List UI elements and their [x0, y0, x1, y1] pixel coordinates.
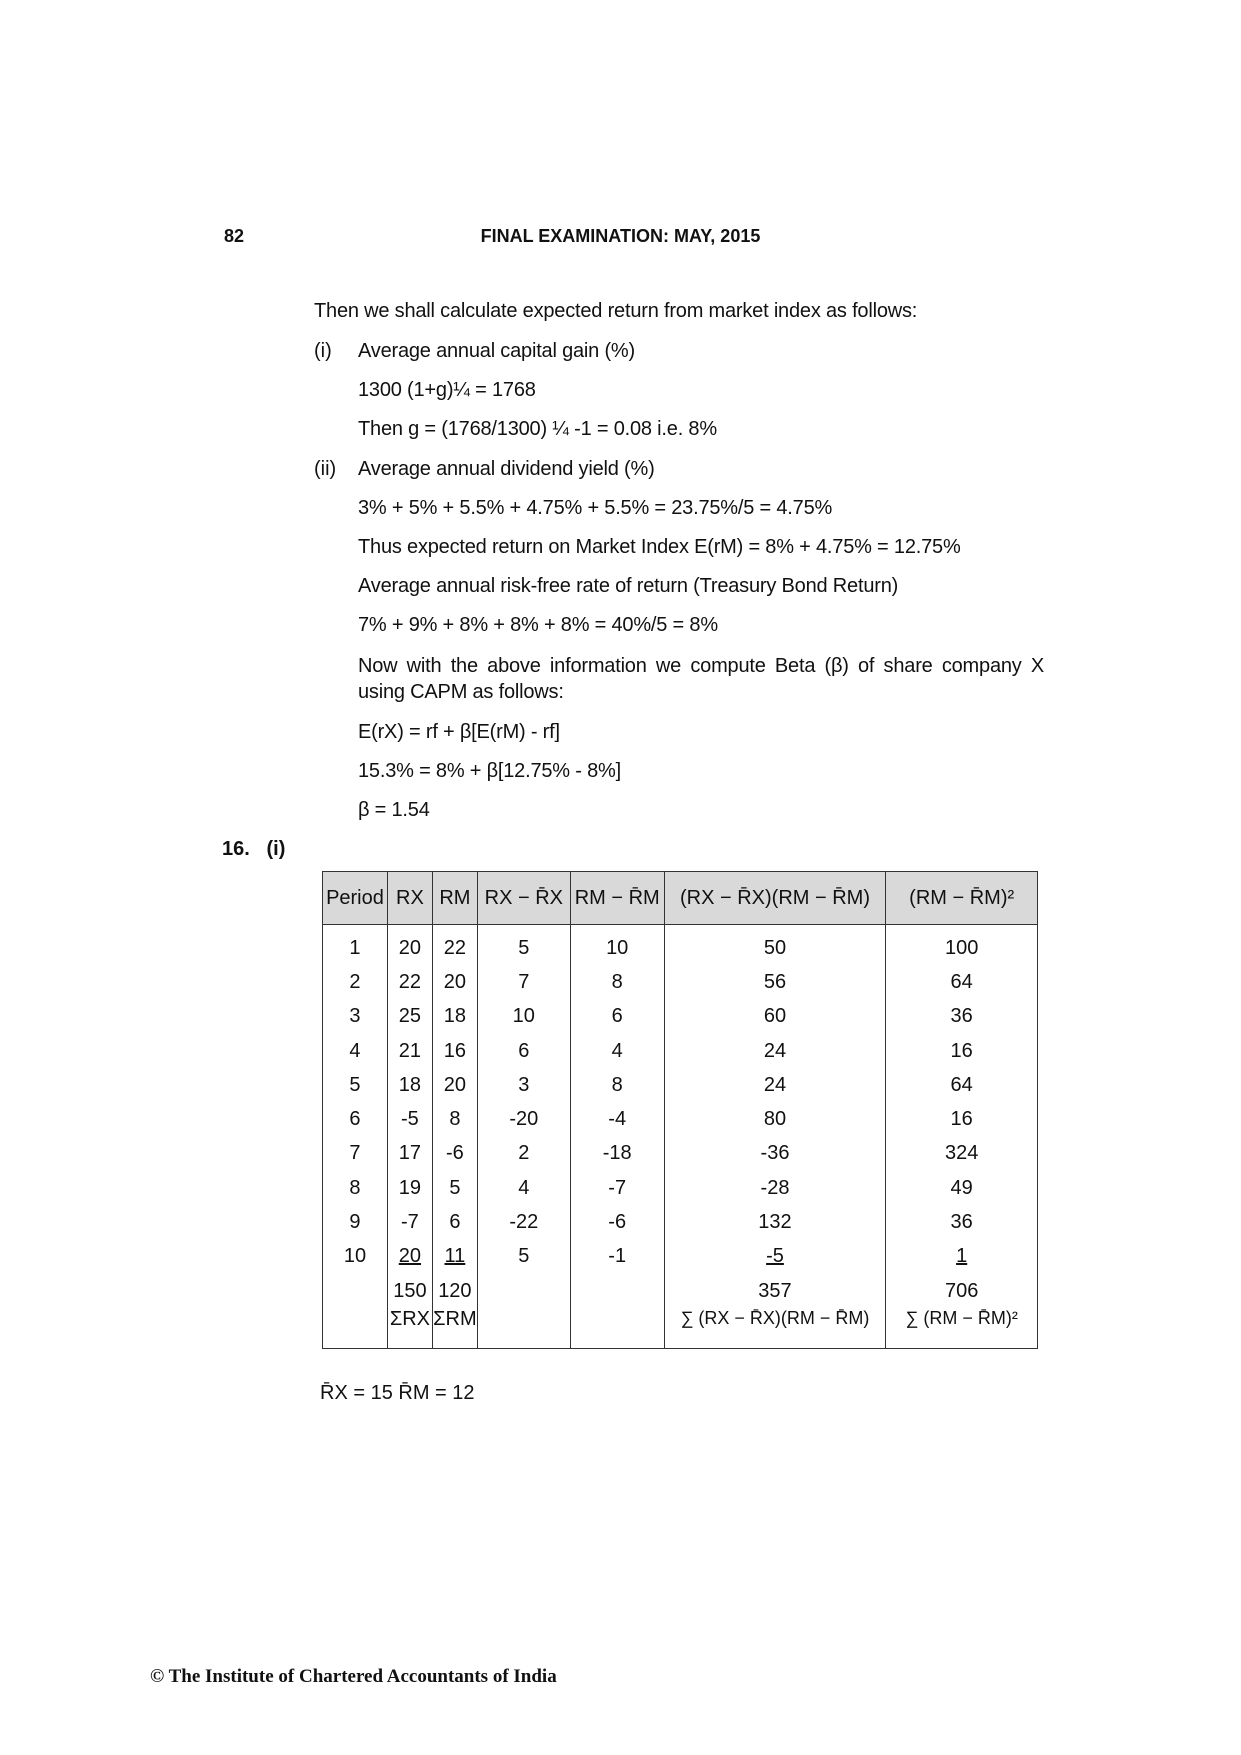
table-row [323, 1240, 1038, 1274]
cell-rx: 18 [387, 1068, 432, 1102]
cell-period: 9 [323, 1205, 388, 1239]
cell-product: -36 [664, 1137, 886, 1171]
cell-squared: 36 [886, 1000, 1038, 1034]
cell-rm: 11 [432, 1240, 477, 1274]
cell-squared: 49 [886, 1171, 1038, 1205]
item-title-dividend-yield: Average annual dividend yield (%) [358, 458, 655, 480]
cell-rm-dev: -6 [570, 1205, 664, 1239]
total-rx: 150 [387, 1274, 432, 1308]
cell-product: 132 [664, 1205, 886, 1239]
table-row [323, 1034, 1038, 1068]
cell-rx-dev: 6 [477, 1034, 570, 1068]
question-part: (i) [266, 838, 286, 860]
cell-period: 4 [323, 1034, 388, 1068]
cell-rm: 18 [432, 1000, 477, 1034]
cell-period: 2 [323, 965, 388, 999]
table-row [323, 1205, 1038, 1239]
cell-period: 7 [323, 1137, 388, 1171]
cell-rm-dev: -1 [570, 1240, 664, 1274]
cell-rm: -6 [432, 1137, 477, 1171]
item-label-i: (i) [314, 340, 332, 362]
cell-rm-dev: -4 [570, 1102, 664, 1136]
cell-rx-dev: 2 [477, 1137, 570, 1171]
cell-rx-dev: 3 [477, 1068, 570, 1102]
question-num: 16. [222, 838, 250, 860]
cell-rx-dev: 5 [477, 1240, 570, 1274]
total-squared: 706 [886, 1274, 1038, 1308]
cell-product: 60 [664, 1000, 886, 1034]
question-number [222, 838, 285, 861]
total-rx-dev [477, 1274, 570, 1308]
beta-calculation-table [322, 871, 1038, 1349]
cell-squared: 16 [886, 1034, 1038, 1068]
table-row [323, 965, 1038, 999]
page-header-title: FINAL EXAMINATION: MAY, 2015 [480, 226, 761, 246]
header-rm-deviation-squared: (RM − R̄M)² [886, 872, 1038, 925]
table-row [323, 925, 1038, 966]
cell-rm-dev: 8 [570, 1068, 664, 1102]
cell-rm-dev: 10 [570, 925, 664, 966]
cell-product: 50 [664, 925, 886, 966]
cell-product: 80 [664, 1102, 886, 1136]
header-rm: RM [432, 872, 477, 925]
cell-period: 6 [323, 1102, 388, 1136]
cell-rx-dev: -22 [477, 1205, 570, 1239]
cell-rm: 6 [432, 1205, 477, 1239]
table-row [323, 1000, 1038, 1034]
sum-label-squared: ∑ (RM − R̄M)² [886, 1308, 1038, 1349]
cell-rm: 22 [432, 925, 477, 966]
cell-product: 56 [664, 965, 886, 999]
cell-rx: 20 [387, 925, 432, 966]
sum-label-rx-dev [477, 1308, 570, 1349]
footer-copyright: © The Institute of Chartered Accountants of India [150, 1666, 557, 1687]
item-label-ii: (ii) [314, 458, 337, 480]
cell-rx: -7 [387, 1205, 432, 1239]
cell-rx: 22 [387, 965, 432, 999]
cell-rm-dev: -18 [570, 1137, 664, 1171]
risk-free-heading: Average annual risk-free rate of return (Treasury Bond Return) [358, 575, 899, 597]
cell-squared: 64 [886, 1068, 1038, 1102]
intro-text: Then we shall calculate expected return from market index as follows: [314, 300, 918, 322]
cell-product: 24 [664, 1068, 886, 1102]
cell-rx: 20 [387, 1240, 432, 1274]
table-totals-row [323, 1274, 1038, 1308]
cell-period: 3 [323, 1000, 388, 1034]
sum-label-rx: ΣRX [387, 1308, 432, 1349]
cell-squared: 64 [886, 965, 1038, 999]
cell-period: 1 [323, 925, 388, 966]
cell-rx-dev: 4 [477, 1171, 570, 1205]
table-row [323, 1068, 1038, 1102]
sum-label-product: ∑ (RX − R̄X)(RM − R̄M) [664, 1308, 886, 1349]
equation-growth: 1300 (1+g)¼ = 1768 [358, 379, 536, 401]
cell-product: -28 [664, 1171, 886, 1205]
capm-paragraph: Now with the above information we compute Beta (β) of share company X using CAPM as follows: [358, 655, 1044, 703]
header-period: Period [323, 872, 388, 925]
cell-rm-dev: 8 [570, 965, 664, 999]
cell-squared: 100 [886, 925, 1038, 966]
header-covariance-product: (RX − R̄X)(RM − R̄M) [664, 872, 886, 925]
header-rx: RX [387, 872, 432, 925]
mean-returns: R̄X = 15 R̄M = 12 [320, 1382, 475, 1404]
total-product: 357 [664, 1274, 886, 1308]
cell-period: 5 [323, 1068, 388, 1102]
cell-product: -5 [664, 1240, 886, 1274]
cell-squared: 1 [886, 1240, 1038, 1274]
cell-squared: 16 [886, 1102, 1038, 1136]
table-header-row [323, 872, 1038, 925]
cell-rx-dev: 7 [477, 965, 570, 999]
total-rm-dev [570, 1274, 664, 1308]
equation-g-result: Then g = (1768/1300) ¼ -1 = 0.08 i.e. 8% [358, 418, 717, 440]
cell-rm: 5 [432, 1171, 477, 1205]
sum-label-rm-dev [570, 1308, 664, 1349]
table-body [323, 925, 1038, 1349]
cell-rm: 20 [432, 1068, 477, 1102]
equation-capm: E(rX) = rf + β[E(rM) - rf] [358, 721, 560, 743]
sum-label-period [323, 1308, 388, 1349]
equation-capm-values: 15.3% = 8% + β[12.75% - 8%] [358, 760, 621, 782]
cell-rx-dev: -20 [477, 1102, 570, 1136]
table-row [323, 1102, 1038, 1136]
cell-rx: 19 [387, 1171, 432, 1205]
cell-product: 24 [664, 1034, 886, 1068]
table-sum-label-row [323, 1308, 1038, 1349]
cell-rm: 8 [432, 1102, 477, 1136]
cell-rx-dev: 5 [477, 925, 570, 966]
table-row [323, 1137, 1038, 1171]
cell-rm-dev: 4 [570, 1034, 664, 1068]
sum-label-rm: ΣRM [432, 1308, 477, 1349]
cell-rx: -5 [387, 1102, 432, 1136]
cell-period: 10 [323, 1240, 388, 1274]
cell-period: 8 [323, 1171, 388, 1205]
equation-beta: β = 1.54 [358, 799, 430, 821]
header-rx-deviation: RX − R̄X [477, 872, 570, 925]
equation-dividend: 3% + 5% + 5.5% + 4.75% + 5.5% = 23.75%/5 = 4.75% [358, 497, 833, 519]
page-number: 82 [224, 226, 245, 246]
cell-rm-dev: 6 [570, 1000, 664, 1034]
cell-squared: 324 [886, 1137, 1038, 1171]
cell-rx: 21 [387, 1034, 432, 1068]
cell-rx: 17 [387, 1137, 432, 1171]
cell-rm-dev: -7 [570, 1171, 664, 1205]
cell-rx-dev: 10 [477, 1000, 570, 1034]
equation-risk-free: 7% + 9% + 8% + 8% + 8% = 40%/5 = 8% [358, 614, 718, 636]
cell-rx: 25 [387, 1000, 432, 1034]
total-period [323, 1274, 388, 1308]
equation-market-return: Thus expected return on Market Index E(rM) = 8% + 4.75% = 12.75% [358, 536, 961, 558]
item-title-capital-gain: Average annual capital gain (%) [358, 340, 635, 362]
cell-rm: 20 [432, 965, 477, 999]
cell-squared: 36 [886, 1205, 1038, 1239]
cell-rm: 16 [432, 1034, 477, 1068]
table-row [323, 1171, 1038, 1205]
total-rm: 120 [432, 1274, 477, 1308]
header-rm-deviation: RM − R̄M [570, 872, 664, 925]
